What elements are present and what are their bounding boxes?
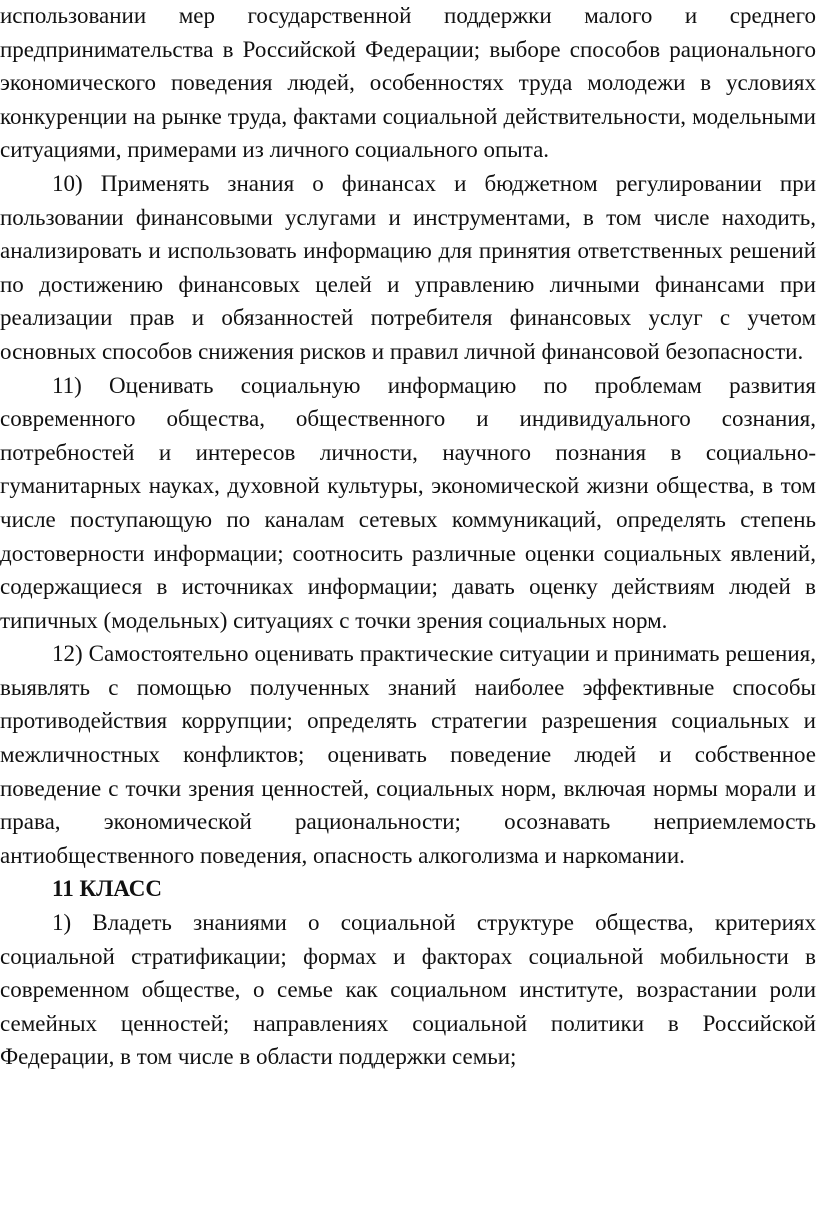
paragraph-item-11: 11) Оценивать социальную информацию по проблемам развития современного общества, общественного и индивидуального сознания, потребностей и интересов личности, научного познания в социально-гуманитарных науках, духовной культуры, экономической жизни общества, в том числе поступающую по каналам сетевых коммуникаций, определять степень достоверности информации; соотносить различные оценки социальных явлений, содержащиеся в источниках информации; давать оценку действиям людей в типичных (модельных) ситуациях с точки зрения социальных норм. — [0, 372, 816, 633]
paragraph-item-1: 1) Владеть знаниями о социальной структуре общества, критериях социальной стратификации; формах и факторах социальной мобильности в современном обществе, о семье как социальном институте, возрастании роли семейных ценностей; направлениях социальной политики в Российской Федерации, в том числе в области поддержки семьи; — [0, 910, 816, 1070]
paragraph-continuation: использовании мер государственной поддержки малого и среднего предпринимательства в Российской Федерации; выборе способов рационального экономического поведения людей, особенностях труда молодежи в условиях конкуренции на рынке труда, фактами социальной действительности, модельными ситуациями, примерами из личного социального опыта. — [0, 3, 816, 163]
paragraph-item-10: 10) Применять знания о финансах и бюджетном регулировании при пользовании финансовыми услугами и инструментами, в том числе находить, анализировать и использовать информацию для принятия ответственных решений по достижению финансовых целей и управлению личными финансами при реализации прав и обязанностей потребителя финансовых услуг с учетом основных способов снижения рисков и правил личной финансовой безопасности. — [0, 170, 816, 364]
paragraph-item-12: 12) Самостоятельно оценивать практические ситуации и принимать решения, выявлять с помощью полученных знаний наиболее эффективные способы противодействия коррупции; определять стратегии разрешения социальных и межличностных конфликтов; оценивать поведение людей и собственное поведение с точки зрения ценностей, социальных норм, включая нормы морали и права, экономической рациональности; осознавать неприемлемость антиобщественного поведения, опасность алкоголизма и наркомании. — [0, 641, 816, 868]
section-heading: 11 КЛАСС — [52, 876, 162, 902]
